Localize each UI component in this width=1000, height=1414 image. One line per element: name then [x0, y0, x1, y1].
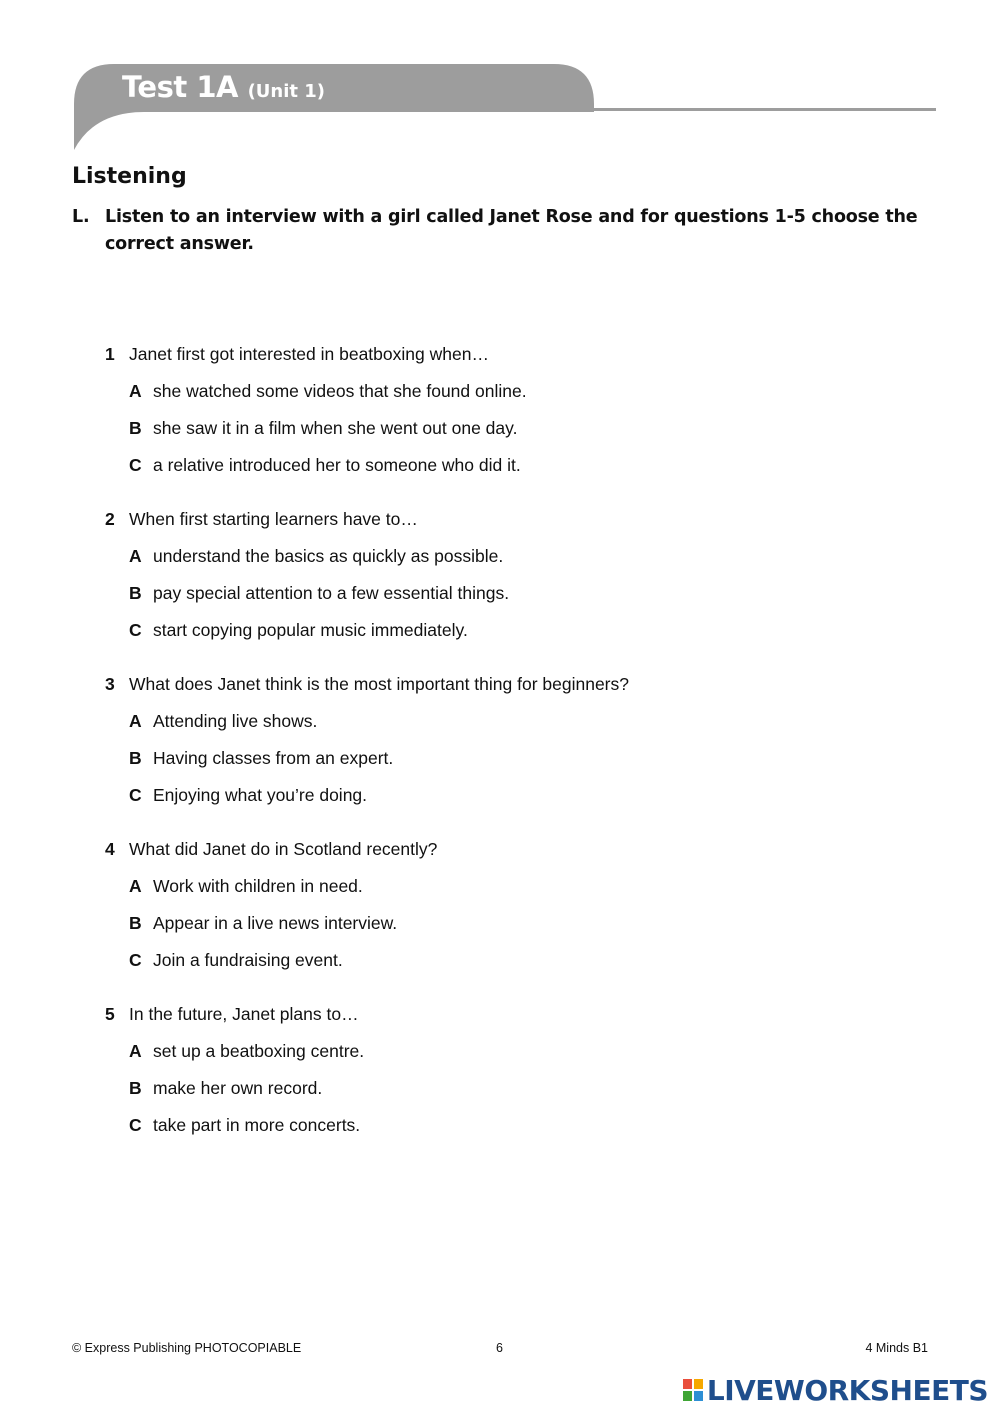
answer-option[interactable] — [105, 1074, 925, 1111]
question-line — [105, 670, 925, 707]
option-text: she watched some videos that she found online. — [153, 381, 527, 401]
option-letter: B — [129, 1078, 142, 1098]
question-list — [105, 340, 925, 1165]
option-text: Work with children in need. — [153, 876, 363, 896]
instruction-letter: L. — [72, 207, 90, 227]
question-number: 2 — [105, 509, 115, 529]
question-number: 1 — [105, 344, 115, 364]
answer-option[interactable] — [105, 1111, 925, 1148]
question-number: 3 — [105, 674, 115, 694]
option-text: understand the basics as quickly as possible. — [153, 546, 504, 566]
instruction-text: Listen to an interview with a girl called Janet Rose and for questions 1-5 choose the correct answer. — [105, 207, 918, 254]
answer-option[interactable] — [105, 946, 925, 983]
option-letter: C — [129, 620, 142, 640]
option-letter: C — [129, 950, 142, 970]
question-text: What did Janet do in Scotland recently? — [129, 839, 438, 859]
answer-option[interactable] — [105, 781, 925, 818]
question-line — [105, 505, 925, 542]
answer-option[interactable] — [105, 909, 925, 946]
footer-copyright: © Express Publishing PHOTOCOPIABLE — [72, 1341, 302, 1355]
question-3 — [105, 670, 925, 818]
logo-tile — [693, 1390, 704, 1402]
answer-option[interactable] — [105, 744, 925, 781]
test-title-main: Test 1A — [122, 70, 238, 104]
question-number: 4 — [105, 839, 115, 859]
liveworksheets-logo — [682, 1372, 988, 1408]
answer-option[interactable] — [105, 1037, 925, 1074]
answer-option[interactable] — [105, 579, 925, 616]
option-letter: B — [129, 913, 142, 933]
answer-option[interactable] — [105, 377, 925, 414]
question-line — [105, 1000, 925, 1037]
logo-tile — [682, 1378, 693, 1390]
test-title — [122, 70, 325, 104]
answer-option[interactable] — [105, 414, 925, 451]
option-text: Appear in a live news interview. — [153, 913, 398, 933]
answer-option[interactable] — [105, 616, 925, 653]
question-1 — [105, 340, 925, 488]
option-letter: B — [129, 583, 142, 603]
option-text: Attending live shows. — [153, 711, 318, 731]
option-letter: C — [129, 785, 142, 805]
option-letter: A — [129, 381, 142, 401]
option-text: take part in more concerts. — [153, 1115, 361, 1135]
option-letter: C — [129, 455, 142, 475]
option-text: start copying popular music immediately. — [153, 620, 468, 640]
option-letter: A — [129, 711, 142, 731]
logo-tile — [682, 1390, 693, 1402]
option-text: set up a beatboxing centre. — [153, 1041, 365, 1061]
option-text: Having classes from an expert. — [153, 748, 394, 768]
question-2 — [105, 505, 925, 653]
logo-tile — [693, 1378, 704, 1390]
question-text: When first starting learners have to… — [129, 509, 418, 529]
option-letter: A — [129, 1041, 142, 1061]
option-letter: A — [129, 546, 142, 566]
answer-option[interactable] — [105, 451, 925, 488]
test-title-unit: (Unit 1) — [247, 81, 326, 102]
answer-option[interactable] — [105, 542, 925, 579]
answer-option[interactable] — [105, 707, 925, 744]
question-text: Janet first got interested in beatboxing when… — [129, 344, 489, 364]
option-letter: C — [129, 1115, 142, 1135]
question-text: In the future, Janet plans to… — [129, 1004, 359, 1024]
question-4 — [105, 835, 925, 983]
question-line — [105, 835, 925, 872]
question-line — [105, 340, 925, 377]
option-letter: A — [129, 876, 142, 896]
liveworksheets-logo-text: LIVEWORKSHEETS — [706, 1373, 988, 1407]
section-title: Listening — [72, 164, 187, 189]
answer-option[interactable] — [105, 872, 925, 909]
liveworksheets-logo-icon — [682, 1378, 704, 1402]
question-number: 5 — [105, 1004, 115, 1024]
option-text: pay special attention to a few essential things. — [153, 583, 510, 603]
question-text: What does Janet think is the most important thing for beginners? — [129, 674, 629, 694]
option-letter: B — [129, 418, 142, 438]
option-text: Join a fundraising event. — [153, 950, 343, 970]
option-text: she saw it in a film when she went out one day. — [153, 418, 518, 438]
header-rule — [594, 108, 936, 111]
footer-page-number: 6 — [496, 1341, 503, 1355]
option-text: Enjoying what you’re doing. — [153, 785, 368, 805]
footer-book-title: 4 Minds B1 — [865, 1341, 928, 1355]
option-letter: B — [129, 748, 142, 768]
question-5 — [105, 1000, 925, 1148]
instruction — [72, 204, 932, 258]
option-text: make her own record. — [153, 1078, 323, 1098]
option-text: a relative introduced her to someone who did it. — [153, 455, 521, 475]
